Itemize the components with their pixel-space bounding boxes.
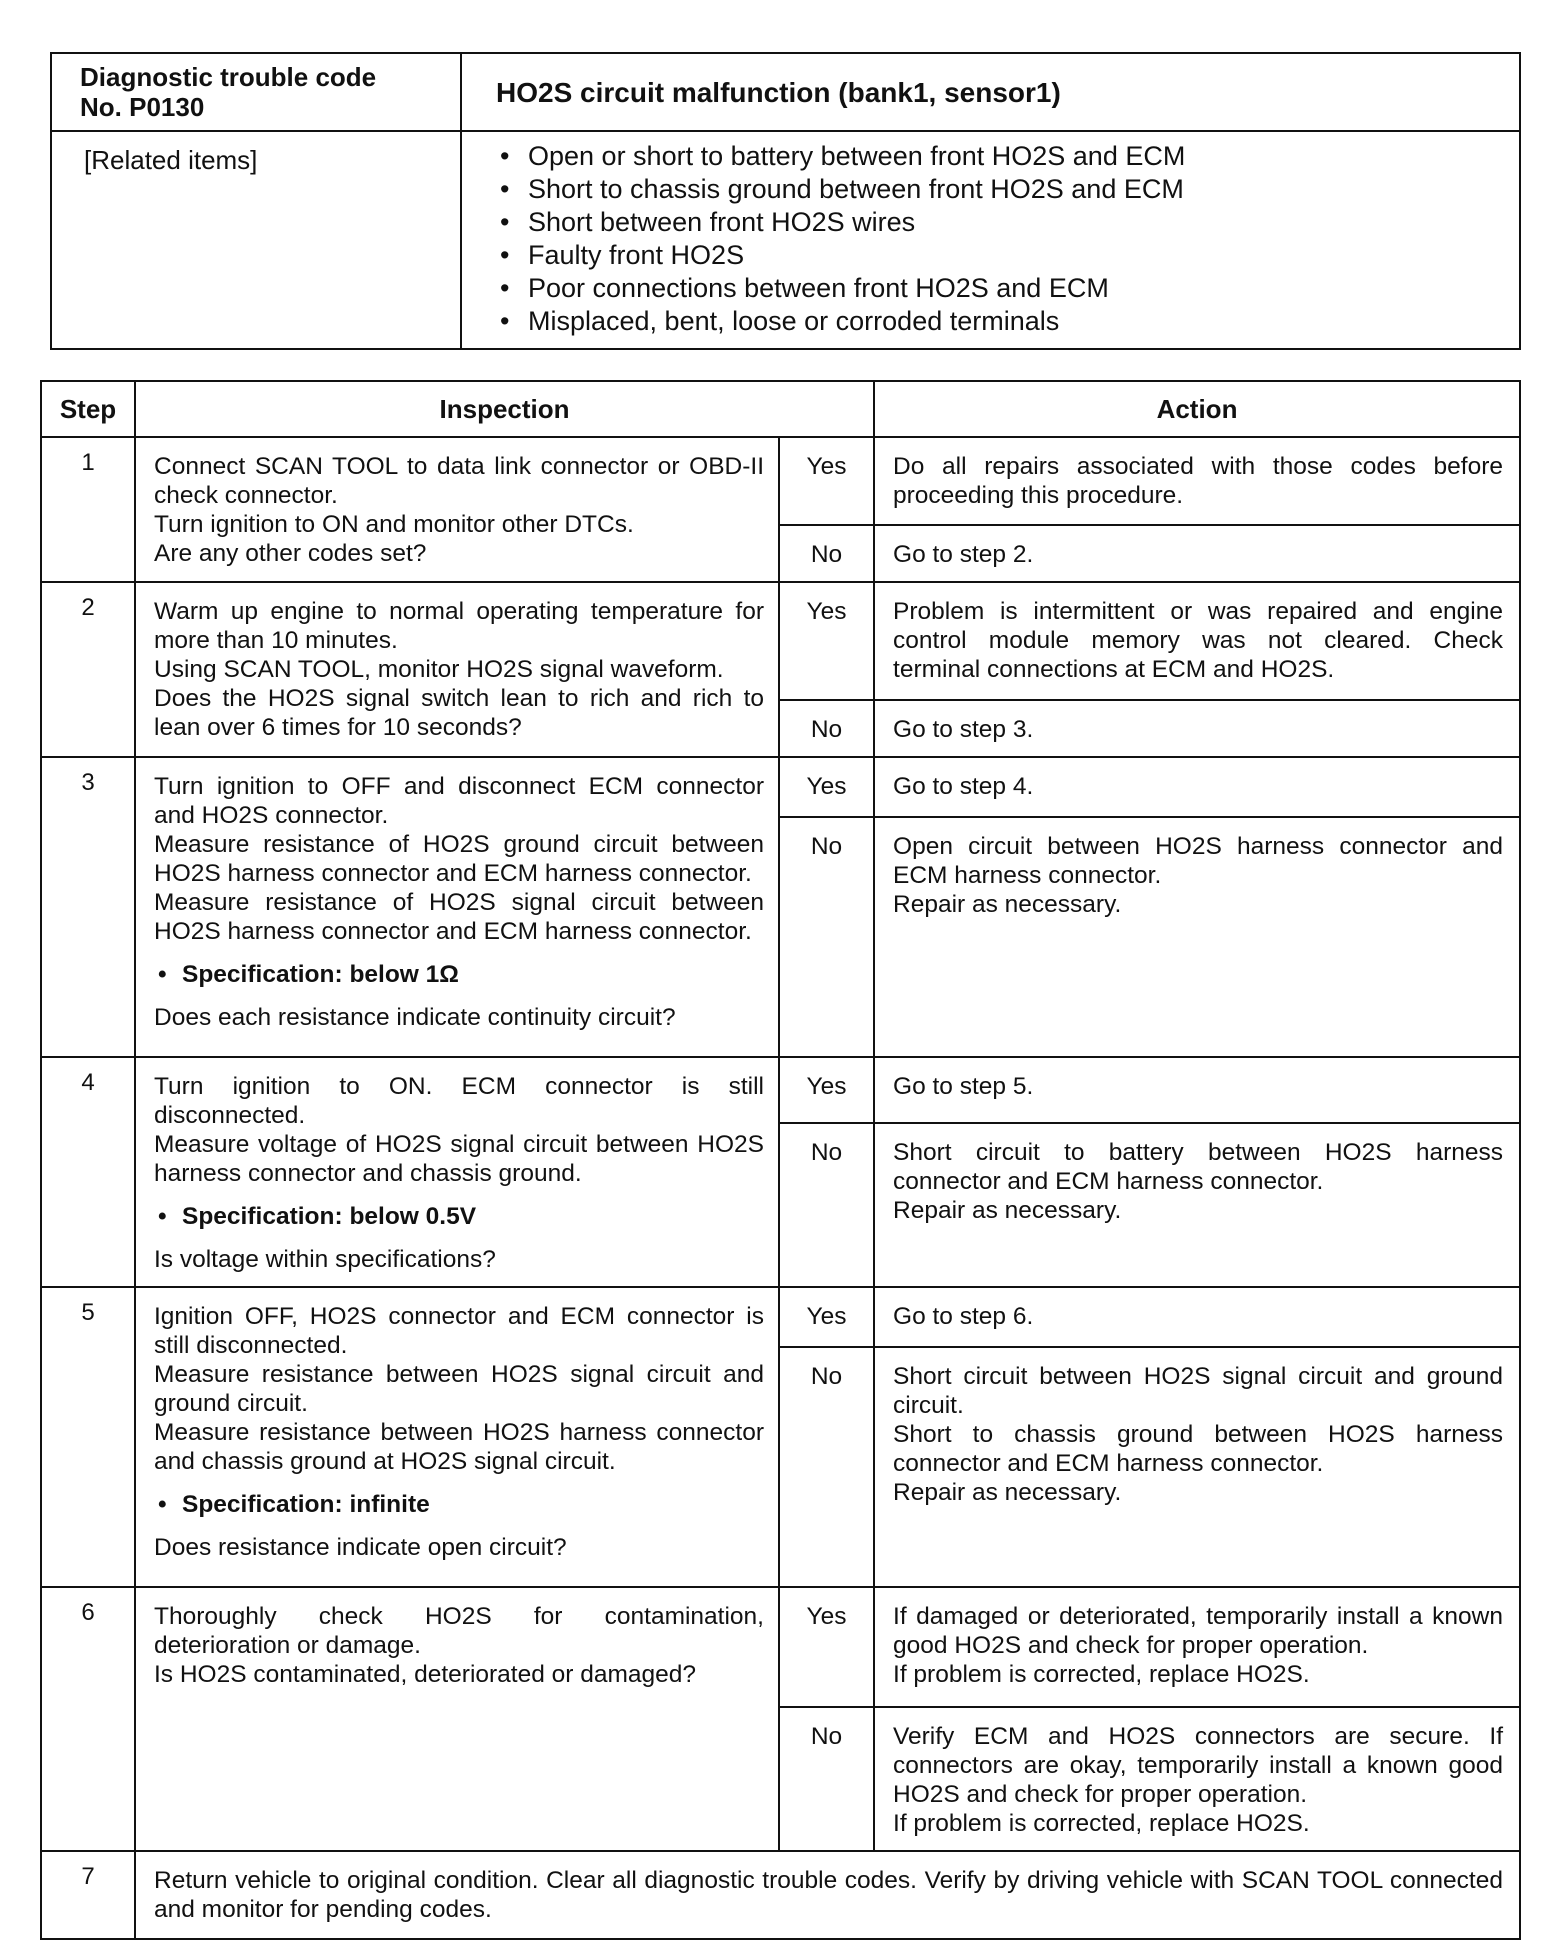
action-text: Verify ECM and HO2S connectors are secure. If connectors are okay, temporarily install a known good HO2S and check for proper operation. <box>893 1723 1503 1808</box>
yes-label: Yes <box>779 437 874 525</box>
no-label: No <box>779 1347 874 1587</box>
action-text: Repair as necessary. <box>893 1479 1122 1506</box>
step-number: 4 <box>41 1057 135 1287</box>
yes-action <box>874 757 1520 817</box>
step-inspection <box>135 1287 779 1587</box>
related-item: • Short to chassis ground between front HO2S and ECM <box>496 173 1485 206</box>
step-row <box>41 1587 1520 1707</box>
step-inspection <box>135 1057 779 1287</box>
inspection-question: Is voltage within specifications? <box>154 1246 496 1273</box>
step-row-final <box>41 1851 1520 1939</box>
related-item: • Misplaced, bent, loose or corroded terminals <box>496 305 1485 338</box>
inspection-text: Measure resistance of HO2S signal circuit between HO2S harness connector and ECM harness connector. <box>154 889 764 945</box>
yes-action <box>874 437 1520 525</box>
action-text: Repair as necessary. <box>893 1196 1122 1224</box>
action-text: Go to step 5. <box>893 1073 1034 1100</box>
step-inspection <box>135 582 779 757</box>
step-inspection <box>135 757 779 1057</box>
no-label: No <box>779 525 874 582</box>
yes-action <box>874 1587 1520 1707</box>
related-item: • Poor connections between front HO2S and ECM <box>496 272 1485 305</box>
action-text: Repair as necessary. <box>893 891 1122 918</box>
final-step-text: Return vehicle to original condition. Clear all diagnostic trouble codes. Verify by driving vehicle with SCAN TOOL connected and monitor for pending codes. <box>135 1851 1520 1939</box>
step-row <box>41 437 1520 525</box>
action-text: Short circuit between HO2S signal circuit and ground circuit. <box>893 1363 1503 1419</box>
step-number: 3 <box>41 757 135 1057</box>
inspection-question: Does resistance indicate open circuit? <box>154 1534 567 1561</box>
step-row <box>41 1287 1520 1347</box>
diagnostic-steps-table <box>40 380 1521 1940</box>
inspection-text: Turn ignition to OFF and disconnect ECM connector and HO2S connector. <box>154 773 764 829</box>
action-text: If damaged or deteriorated, temporarily install a known good HO2S and check for proper operation. <box>893 1603 1503 1659</box>
step-number: 7 <box>41 1851 135 1939</box>
action-text: If problem is corrected, replace HO2S. <box>893 1661 1310 1688</box>
step-number: 6 <box>41 1587 135 1851</box>
action-text: If problem is corrected, replace HO2S. <box>893 1810 1310 1837</box>
no-action <box>874 1347 1520 1587</box>
related-item: • Open or short to battery between front HO2S and ECM <box>496 140 1485 173</box>
inspection-text: Measure resistance between HO2S signal circuit and ground circuit. <box>154 1361 764 1417</box>
no-action <box>874 700 1520 757</box>
inspection-text: Warm up engine to normal operating temperature for more than 10 minutes. <box>154 598 764 654</box>
inspection-question: Does each resistance indicate continuity circuit? <box>154 1004 676 1031</box>
related-items-list <box>496 140 1485 338</box>
inspection-text: Measure voltage of HO2S signal circuit between HO2S harness connector and chassis ground. <box>154 1131 764 1187</box>
related-item: • Short between front HO2S wires <box>496 206 1485 239</box>
action-text: Short to chassis ground between HO2S harness connector and ECM harness connector. <box>893 1421 1503 1477</box>
step-row <box>41 582 1520 700</box>
specification: • Specification: below 1Ω <box>154 960 764 989</box>
step-row <box>41 1057 1520 1123</box>
step-inspection <box>135 437 779 582</box>
inspection-text: Turn ignition to ON. ECM connector is still disconnected. <box>154 1073 764 1129</box>
step-row <box>41 757 1520 817</box>
step-inspection <box>135 1587 779 1851</box>
specification: • Specification: infinite <box>154 1490 764 1519</box>
dtc-code-cell <box>51 53 461 131</box>
yes-action <box>874 582 1520 700</box>
dtc-title: HO2S circuit malfunction (bank1, sensor1) <box>461 53 1520 131</box>
yes-label: Yes <box>779 1057 874 1123</box>
dtc-header-table <box>50 52 1521 350</box>
inspection-text: Connect SCAN TOOL to data link connector or OBD-II check connector. <box>154 453 764 509</box>
yes-label: Yes <box>779 757 874 817</box>
step-number: 1 <box>41 437 135 582</box>
inspection-text: Thoroughly check HO2S for contamination, deterioration or damage. <box>154 1603 764 1659</box>
action-text: Open circuit between HO2S harness connector and ECM harness connector. <box>893 833 1503 889</box>
action-text: Problem is intermittent or was repaired and engine control module memory was not cleared. Check terminal connections at ECM and HO2S. <box>893 598 1503 683</box>
action-text: Go to step 6. <box>893 1303 1034 1330</box>
no-action <box>874 817 1520 1057</box>
column-header-step: Step <box>41 381 135 437</box>
yes-label: Yes <box>779 1287 874 1347</box>
no-label: No <box>779 700 874 757</box>
related-item: • Faulty front HO2S <box>496 239 1485 272</box>
related-items-cell <box>461 131 1520 349</box>
no-label: No <box>779 1707 874 1851</box>
no-label: No <box>779 817 874 1057</box>
action-text: Go to step 3. <box>893 716 1034 743</box>
action-text: Do all repairs associated with those codes before proceeding this procedure. <box>893 453 1503 509</box>
dtc-code-label: Diagnostic trouble code <box>80 62 377 92</box>
column-header-inspection: Inspection <box>135 381 874 437</box>
column-header-action: Action <box>874 381 1520 437</box>
specification: • Specification: below 0.5V <box>154 1202 764 1231</box>
no-action <box>874 1123 1520 1287</box>
action-text: Go to step 4. <box>893 773 1034 800</box>
yes-action <box>874 1057 1520 1123</box>
yes-action <box>874 1287 1520 1347</box>
inspection-text: Does the HO2S signal switch lean to rich and rich to lean over 6 times for 10 seconds? <box>154 685 764 741</box>
yes-label: Yes <box>779 1587 874 1707</box>
step-number: 2 <box>41 582 135 757</box>
action-text: Go to step 2. <box>893 541 1034 568</box>
no-action <box>874 1707 1520 1851</box>
dtc-code-number: No. P0130 <box>80 92 205 122</box>
step-number: 5 <box>41 1287 135 1587</box>
inspection-text: Turn ignition to ON and monitor other DTCs. <box>154 511 634 538</box>
inspection-text: Is HO2S contaminated, deteriorated or damaged? <box>154 1661 697 1688</box>
inspection-text: Ignition OFF, HO2S connector and ECM connector is still disconnected. <box>154 1303 764 1359</box>
inspection-text: Measure resistance between HO2S harness connector and chassis ground at HO2S signal circuit. <box>154 1419 764 1475</box>
action-text: Short circuit to battery between HO2S harness connector and ECM harness connector. <box>893 1138 1503 1195</box>
related-items-label: [Related items] <box>51 131 461 349</box>
yes-label: Yes <box>779 582 874 700</box>
inspection-text: Measure resistance of HO2S ground circuit between HO2S harness connector and ECM harness connector. <box>154 831 764 887</box>
no-label: No <box>779 1123 874 1287</box>
no-action <box>874 525 1520 582</box>
inspection-text: Are any other codes set? <box>154 540 427 567</box>
steps-body <box>41 437 1520 1939</box>
inspection-text: Using SCAN TOOL, monitor HO2S signal waveform. <box>154 656 724 683</box>
